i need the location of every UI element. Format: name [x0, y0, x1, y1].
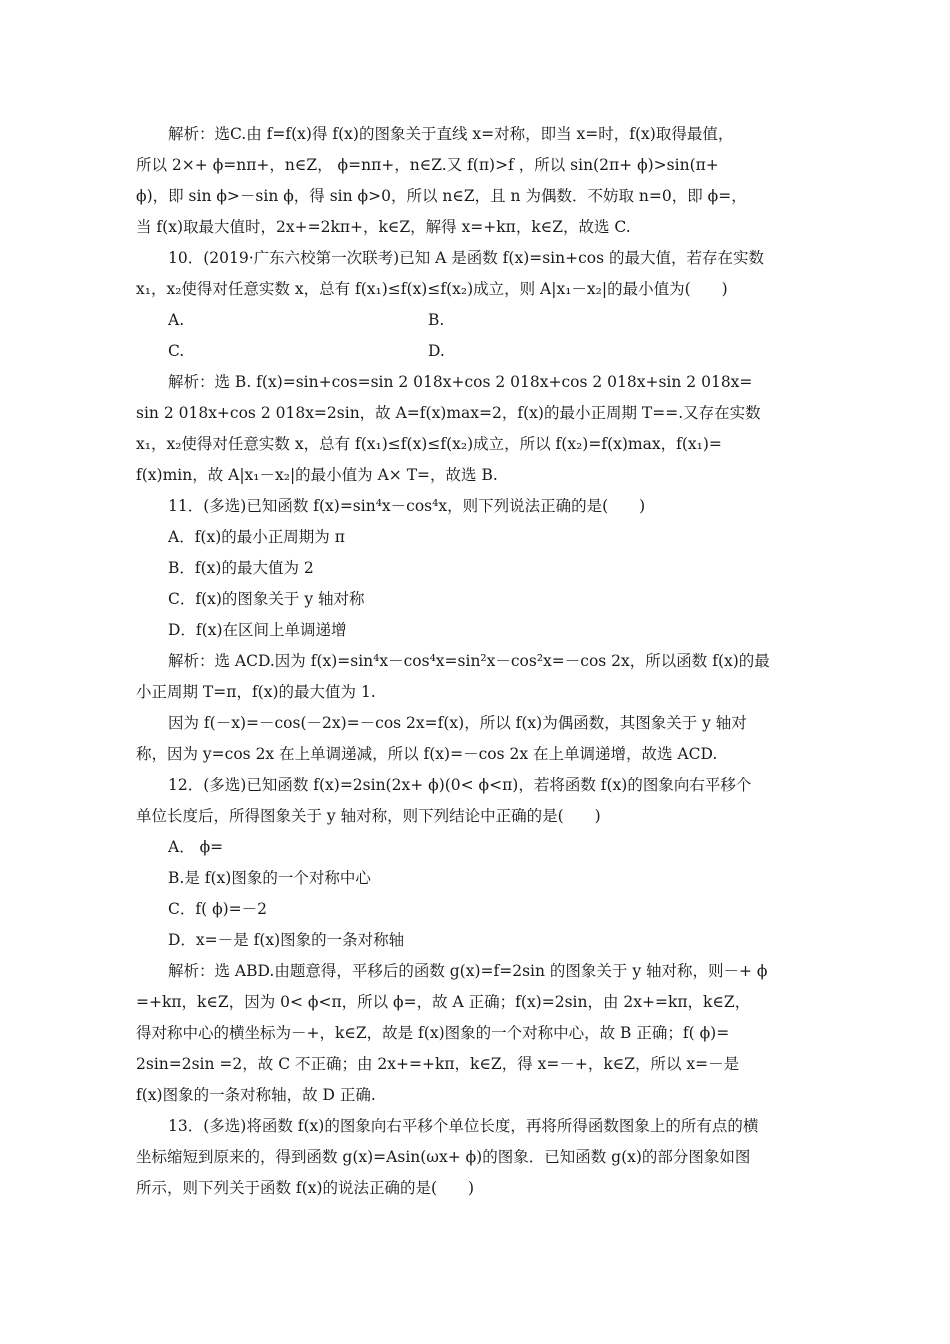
option-d: D．f(x)在区间上单调递增 [168, 621, 347, 639]
option-b: B.是 f(x)图象的一个对称中心 [168, 869, 371, 887]
option-a: A．f(x)的最小正周期为 π [168, 528, 345, 546]
text-line: 所示，则下列关于函数 f(x)的说法正确的是( ) [136, 1179, 475, 1197]
text-line: 称，因为 y=cos 2x 在上单调递减，所以 f(x)=－cos 2x 在上单调递增，故选 ACD. [136, 745, 718, 763]
option-b: B．f(x)的最大值为 2 [168, 559, 314, 577]
question-10-stem: 10．(2019·广东六校第一次联考)已知 A 是函数 f(x)=sin+cos 的最大值，若存在实数 [168, 249, 765, 267]
text-line: x₁，x₂使得对任意实数 x，总有 f(x₁)≤f(x)≤f(x₂)成立，所以 f(x₂)=f(x)max，f(x₁)= [136, 435, 722, 453]
question-13-stem: 13．(多选)将函数 f(x)的图象向右平移个单位长度，再将所得函数图象上的所有点的横 [168, 1117, 759, 1135]
question-11-stem: 11．(多选)已知函数 f(x)=sin⁴x－cos⁴x，则下列说法正确的是( ) [168, 497, 646, 515]
text-line: 2sin=2sin =2，故 C 不正确；由 2x+=+kπ，k∈Z，得 x=－+，k∈Z，所以 x=－是 [136, 1055, 740, 1073]
text-line: f(x)图象的一条对称轴，故 D 正确. [136, 1086, 376, 1104]
option-b: B. [428, 311, 445, 329]
question-12-stem: 12．(多选)已知函数 f(x)=2sin(2x+ ϕ)(0< ϕ<π)，若将函数 f(x)的图象向右平移个 [168, 776, 752, 794]
text-line: 得对称中心的横坐标为－+，k∈Z，故是 f(x)图象的一个对称中心，故 B 正确；f( ϕ)= [136, 1024, 730, 1042]
option-d: D. [428, 342, 445, 360]
option-c: C．f( ϕ)=－2 [168, 900, 268, 918]
option-c: C．f(x)的图象关于 y 轴对称 [168, 590, 365, 608]
solution-10: 解析：选 B. f(x)=sin+cos=sin 2 018x+cos 2 018x+cos 2 018x+sin 2 018x= [168, 373, 753, 391]
text-line: f(x)min，故 A|x₁－x₂|的最小值为 A× T=，故选 B. [136, 466, 498, 484]
text-line: 所以 2×+ ϕ=nπ+，n∈Z， ϕ=nπ+，n∈Z.又 f(π)>f ，所以 sin(2π+ ϕ)>sin(π+ [136, 156, 719, 174]
text-line: 解析：选C.由 f=f(x)得 f(x)的图象关于直线 x=对称，即当 x=时，f(x)取得最值， [168, 125, 734, 143]
text-line: 当 f(x)取最大值时，2x+=2kπ+，k∈Z，解得 x=+kπ，k∈Z，故选 C. [136, 218, 631, 236]
text-line: ϕ)，即 sin ϕ>－sin ϕ，得 sin ϕ>0，所以 n∈Z，且 n 为偶数．不妨取 n=0，即 ϕ=， [136, 187, 747, 205]
text-line: x₁，x₂使得对任意实数 x，总有 f(x₁)≤f(x)≤f(x₂)成立，则 A|x₁－x₂|的最小值为( ) [136, 280, 728, 298]
option-c: C. [168, 342, 185, 360]
text-line: 因为 f(－x)=－cos(－2x)=－cos 2x=f(x)，所以 f(x)为偶函数，其图象关于 y 轴对 [168, 714, 747, 732]
text-line: 小正周期 T=π，f(x)的最大值为 1. [136, 683, 376, 701]
text-line: 单位长度后，所得图象关于 y 轴对称，则下列结论中正确的是( ) [136, 807, 601, 825]
option-d: D．x=－是 f(x)图象的一条对称轴 [168, 931, 405, 949]
option-a: A． ϕ= [168, 838, 224, 856]
solution-11: 解析：选 ACD.因为 f(x)=sin⁴x－cos⁴x=sin²x－cos²x=－cos 2x，所以函数 f(x)的最 [168, 652, 770, 670]
text-line: sin 2 018x+cos 2 018x=2sin，故 A=f(x)max=2，f(x)的最小正周期 T==.又存在实数 [136, 404, 761, 422]
solution-12: 解析：选 ABD.由题意得，平移后的函数 g(x)=f=2sin 的图象关于 y 轴对称，则－+ ϕ [168, 962, 768, 980]
text-line: 坐标缩短到原来的，得到函数 g(x)=Asin(ωx+ ϕ)的图象．已知函数 g(x)的部分图象如图 [136, 1148, 751, 1166]
text-line: =+kπ，k∈Z，因为 0< ϕ<π，所以 ϕ=，故 A 正确；f(x)=2sin，由 2x+=kπ，k∈Z， [136, 993, 751, 1011]
option-a: A. [168, 311, 185, 329]
